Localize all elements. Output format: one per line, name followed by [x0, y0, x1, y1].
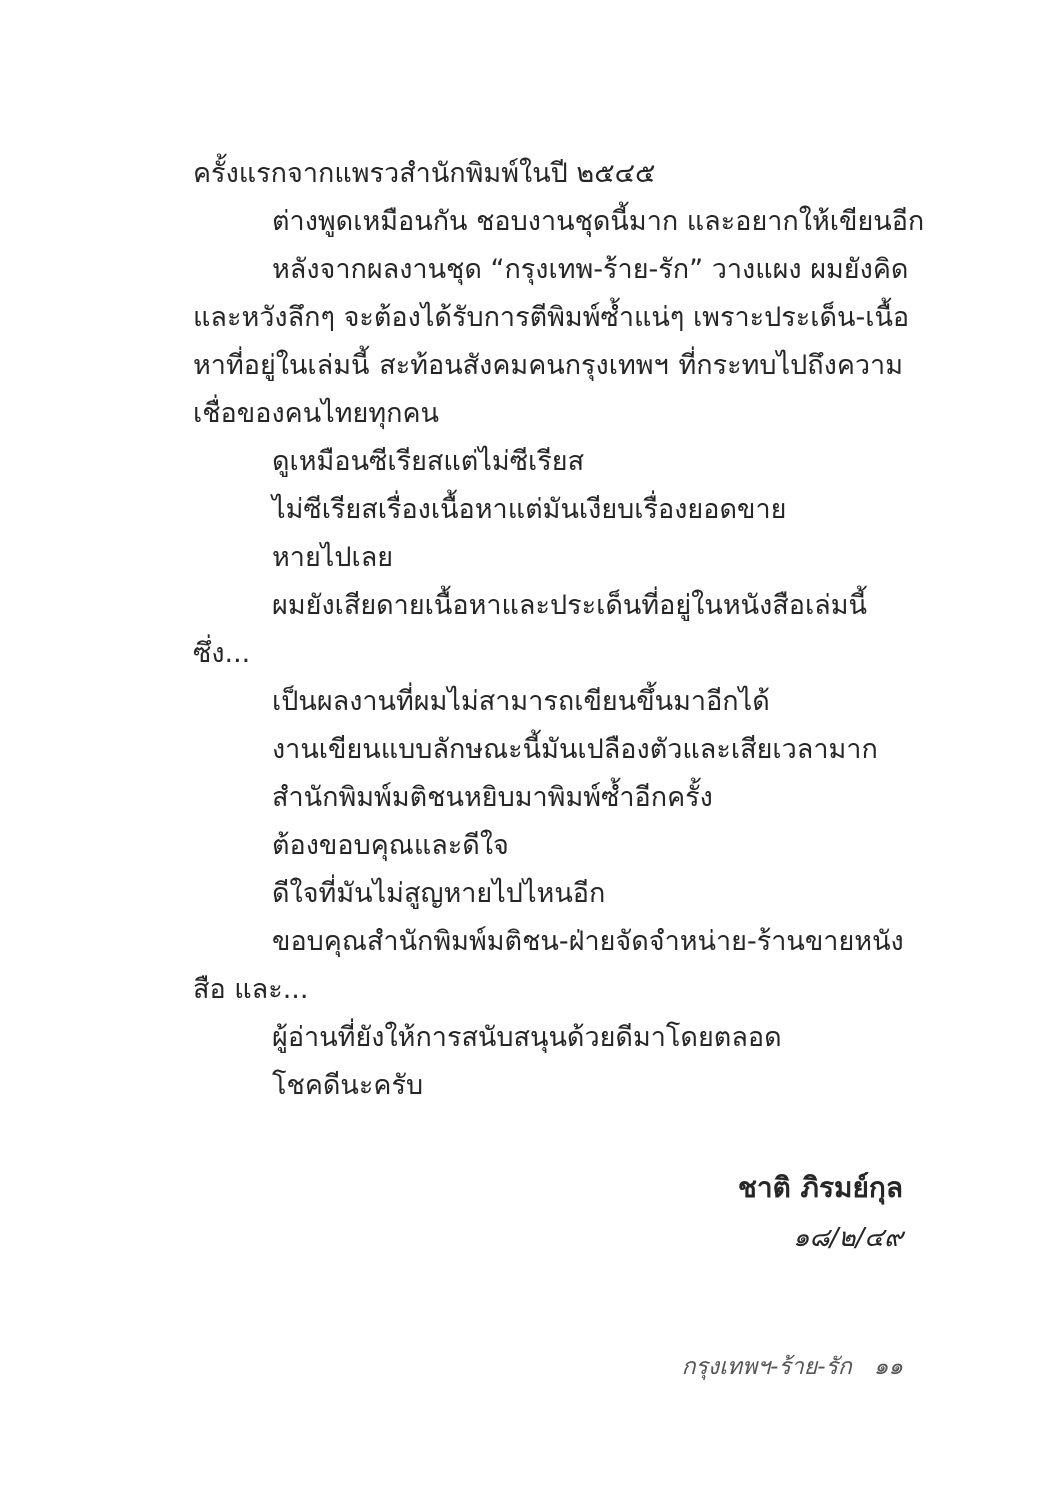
body-line-9: หายไปเลย	[272, 542, 394, 573]
body-line-15: ต้องขอบคุณและดีใจ	[272, 830, 509, 861]
body-line-10: ผมยังเสียดายเนื้อหาและประเด็นที่อยู่ในหนังสือเล่มนี้	[272, 590, 867, 621]
body-line-18: สือ และ...	[193, 974, 309, 1005]
body-line-8: ไม่ซีเรียสเรื่องเนื้อหาแต่มันเงียบเรื่องยอดขาย	[272, 494, 787, 525]
body-line-6: เชื่อของคนไทยทุกคน	[193, 398, 440, 429]
body-line-2: ต่างพูดเหมือนกัน ชอบงานชุดนี้มาก และอยากให้เขียนอีก	[272, 206, 925, 237]
page-number: ๑๑	[873, 1354, 903, 1380]
body-line-1: ครั้งแรกจากแพรวสำนักพิมพ์ในปี ๒๕๔๕	[193, 158, 656, 189]
body-line-14: สำนักพิมพ์มติชนหยิบมาพิมพ์ซ้ำอีกครั้ง	[272, 782, 713, 813]
author-signature: ชาติ ภิรมย์กุล	[737, 1171, 903, 1204]
body-line-19: ผู้อ่านที่ยังให้การสนับสนุนด้วยดีมาโดยตลอด	[272, 1022, 782, 1053]
body-line-17: ขอบคุณสำนักพิมพ์มติชน-ฝ่ายจัดจำหน่าย-ร้านขายหนัง	[272, 926, 904, 957]
body-line-12: เป็นผลงานที่ผมไม่สามารถเขียนขึ้นมาอีกได้	[272, 686, 770, 717]
body-line-3: หลังจากผลงานชุด “กรุงเทพ-ร้าย-รัก” วางแผง ผมยังคิด	[272, 254, 909, 285]
body-line-16: ดีใจที่มันไม่สูญหายไปไหนอีก	[272, 878, 606, 909]
body-line-11: ซึ่ง...	[193, 638, 251, 669]
body-line-4: และหวังลึกๆ จะต้องได้รับการตีพิมพ์ซ้ำแน่ๆ เพราะประเด็น-เนื้อ	[193, 302, 910, 333]
body-line-20: โชคดีนะครับ	[272, 1070, 424, 1101]
page-footer	[682, 1352, 903, 1382]
running-title: กรุงเทพฯ-ร้าย-รัก	[681, 1354, 852, 1380]
body-line-5: หาที่อยู่ในเล่มนี้ สะท้อนสังคมคนกรุงเทพฯ ที่กระทบไปถึงความ	[193, 350, 903, 381]
signature-date: ๑๘/๒/๔๙	[793, 1223, 903, 1253]
body-line-7: ดูเหมือนซีเรียสแต่ไม่ซีเรียส	[272, 446, 585, 477]
body-line-13: งานเขียนแบบลักษณะนี้มันเปลืองตัวและเสียเวลามาก	[272, 734, 878, 765]
